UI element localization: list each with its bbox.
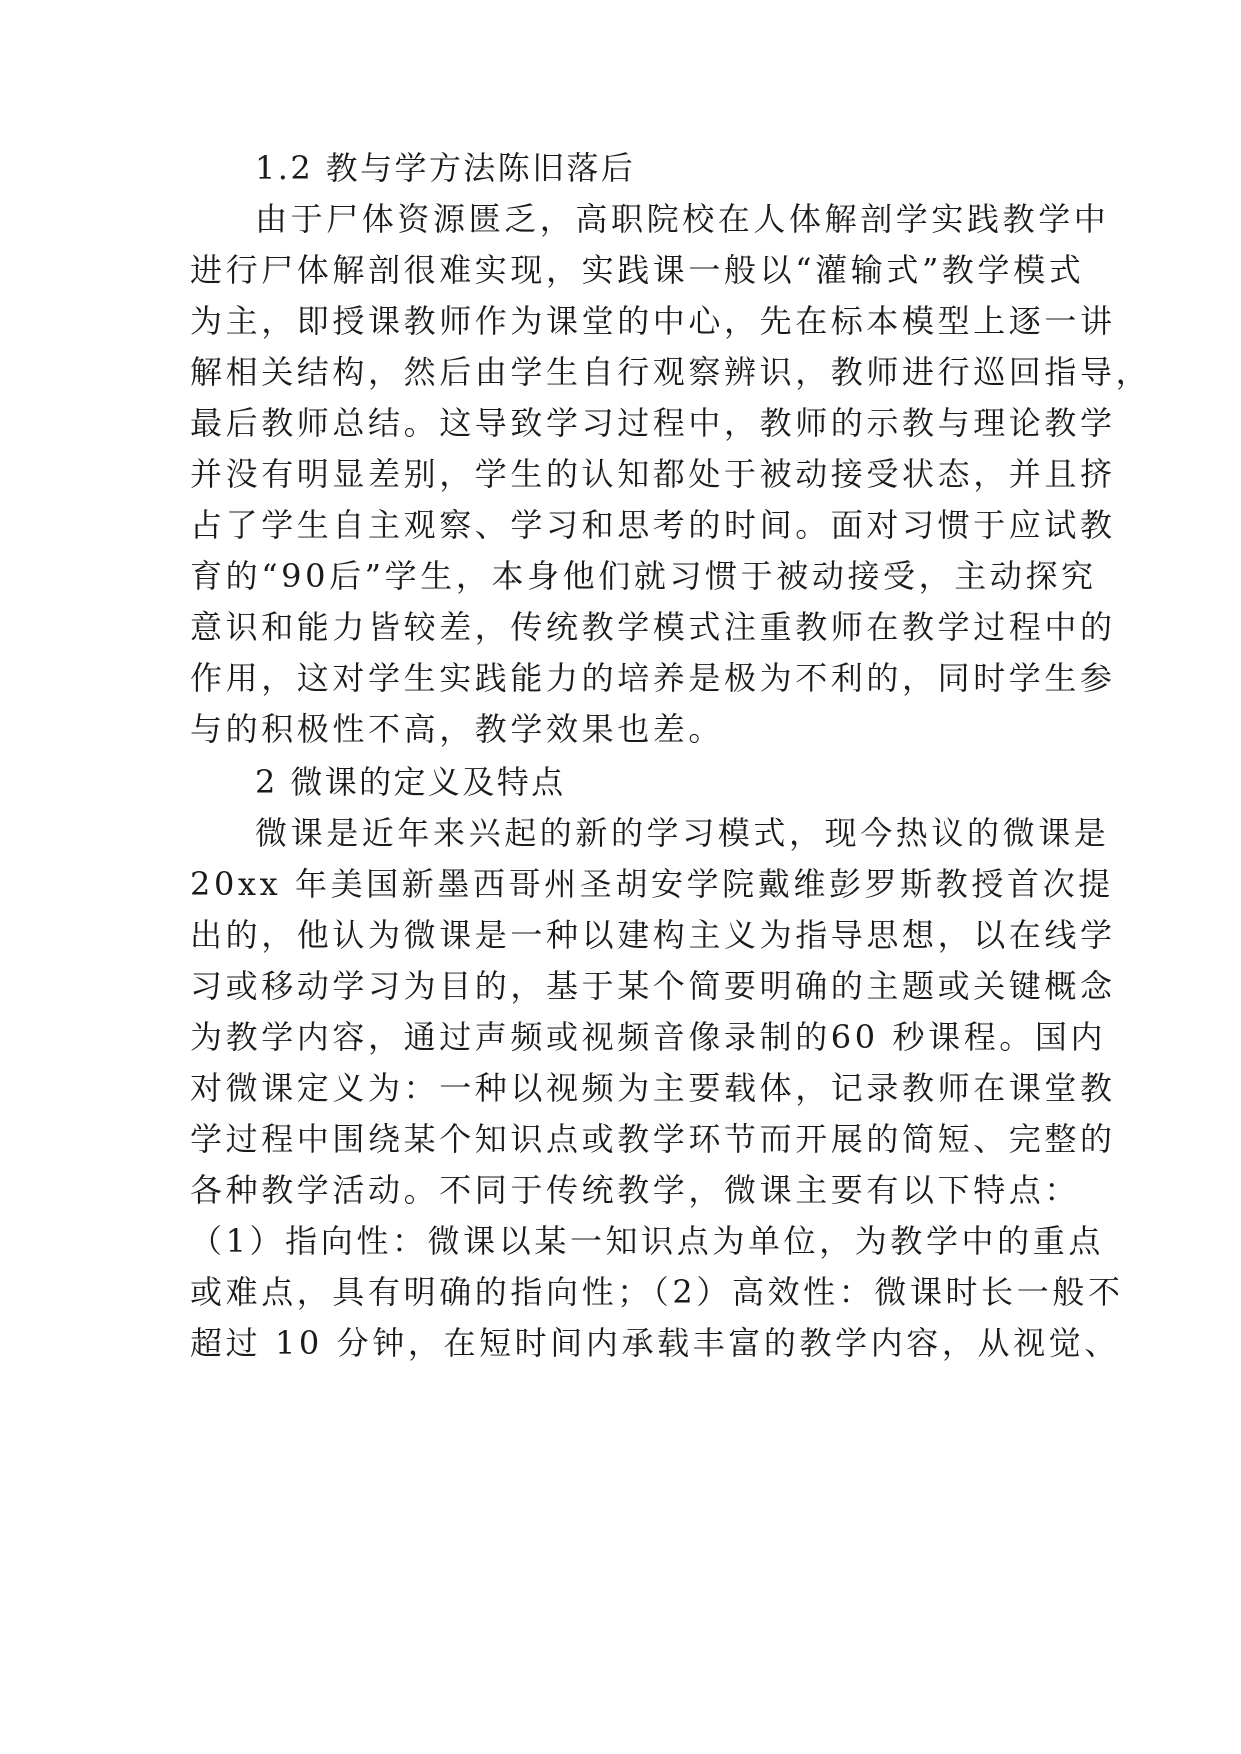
paragraph-line: 占了学生自主观察、学习和思考的时间。面对习惯于应试教 [190,506,1116,544]
paragraph-line: 出的，他认为微课是一种以建构主义为指导思想，以在线学 [190,916,1116,954]
paragraph-line: 育的“90后”学生，本身他们就习惯于被动接受，主动探究 [190,557,1097,595]
paragraph-line: 微课是近年来兴起的新的学习模式，现今热议的微课是 [255,814,1110,852]
paragraph-line: 解相关结构，然后由学生自行观察辨识，教师进行巡回指导， [190,353,1152,391]
paragraph-line: 为教学内容，通过声频或视频音像录制的60 秒课程。国内 [190,1018,1107,1056]
paragraph-line: 意识和能力皆较差，传统教学模式注重教师在教学过程中的 [190,608,1116,646]
paragraph-line: 作用，这对学生实践能力的培养是极为不利的，同时学生参 [190,659,1116,697]
paragraph-line: 并没有明显差别，学生的认知都处于被动接受状态，并且挤 [190,455,1116,493]
paragraph-line: 对微课定义为：一种以视频为主要载体，记录教师在课堂教 [190,1069,1116,1107]
paragraph-line: 由于尸体资源匮乏，高职院校在人体解剖学实践教学中 [255,200,1110,238]
paragraph-line: 学过程中围绕某个知识点或教学环节而开展的简短、完整的 [190,1120,1116,1158]
paragraph-line: 超过 10 分钟，在短时间内承载丰富的教学内容，从视觉、 [190,1324,1120,1362]
section-heading-1-2: 1.2 教与学方法陈旧落后 [255,149,636,187]
paragraph-line: 进行尸体解剖很难实现，实践课一般以“灌输式”教学模式 [190,251,1085,289]
paragraph-line: （1）指向性：微课以某一知识点为单位，为教学中的重点 [190,1222,1104,1260]
paragraph-line: 20xx 年美国新墨西哥州圣胡安学院戴维彭罗斯教授首次提 [190,865,1114,903]
section-heading-2: 2 微课的定义及特点 [255,763,566,801]
paragraph-line: 最后教师总结。这导致学习过程中，教师的示教与理论教学 [190,404,1116,442]
paragraph-line: 各种教学活动。不同于传统教学，微课主要有以下特点： [190,1171,1081,1209]
paragraph-line: 习或移动学习为目的，基于某个简要明确的主题或关键概念 [190,967,1116,1005]
paragraph-line: 为主，即授课教师作为课堂的中心，先在标本模型上逐一讲 [190,302,1116,340]
paragraph-line: 与的积极性不高，教学效果也差。 [190,710,725,748]
paragraph-line: 或难点，具有明确的指向性；（2）高效性：微课时长一般不 [190,1273,1124,1311]
